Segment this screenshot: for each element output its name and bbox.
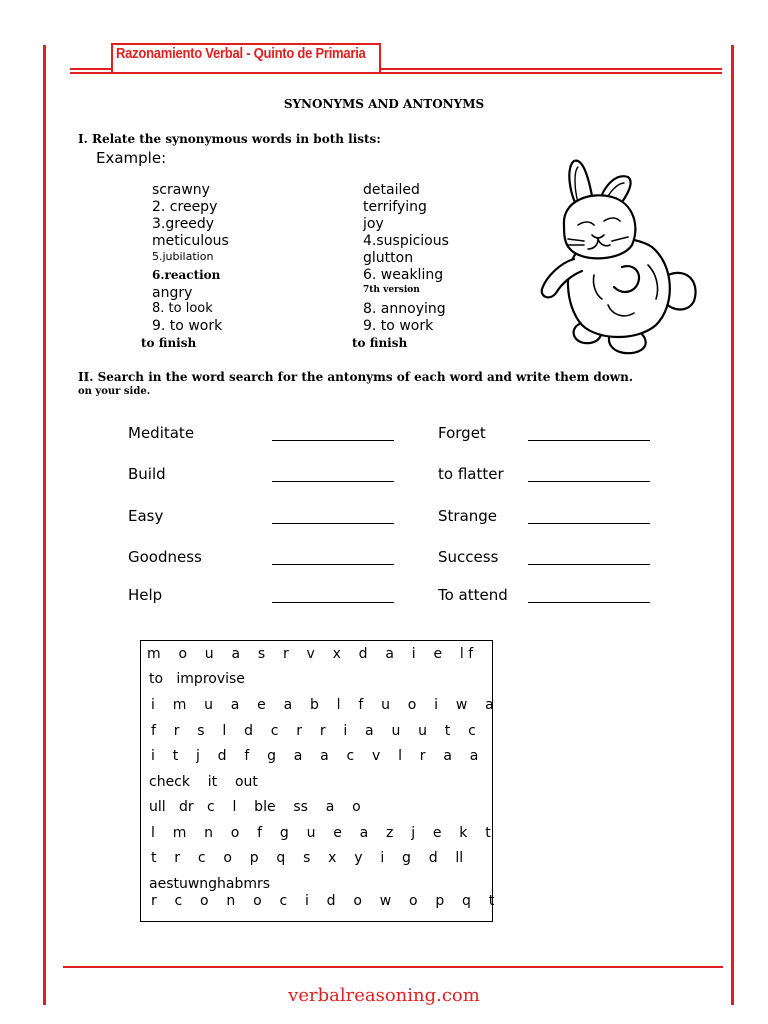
antonym-word: Build [128,465,166,483]
antonym-word: Forget [438,424,486,442]
answer-blank[interactable] [528,523,650,524]
list-item: joy [363,216,384,232]
list-item: 9. to work [363,318,434,334]
word-search-row: t r c o p q s x y i g d ll [151,850,464,866]
antonym-word: Success [438,548,499,566]
section1-heading: I. Relate the synonymous words in both lists: [78,132,381,146]
answer-blank[interactable] [528,602,650,603]
answer-blank[interactable] [272,564,394,565]
header-rule-bottom [70,72,722,74]
section2-heading: II. Search in the word search for the antonyms of each word and write them down. [78,370,633,384]
page-title: SYNONYMS AND ANTONYMS [283,97,485,111]
antonym-word: Help [128,586,163,604]
list-item: 4.suspicious [363,233,449,249]
word-search-row: check it out [149,774,258,790]
example-label: Example: [96,149,167,167]
list-item: to finish [141,336,197,350]
list-item: detailed [363,182,420,198]
answer-blank[interactable] [528,440,650,441]
answer-blank[interactable] [528,481,650,482]
list-item: 8. annoying [363,301,446,317]
antonym-word: Easy [128,507,164,525]
list-item: scrawny [152,182,210,198]
word-search-row: i t j d f g a a c v l r a a [151,748,479,764]
list-item: 2. creepy [152,199,218,215]
word-search-row: aestuwnghabmrs [149,876,271,892]
left-border-line [43,45,46,1005]
answer-blank[interactable] [272,440,394,441]
right-border-line [731,45,734,1005]
antonym-word: to flatter [438,465,504,483]
list-item: 6.reaction [152,268,221,282]
answer-blank[interactable] [272,602,394,603]
section2-heading-continued: on your side. [78,386,151,397]
word-search-row: f r s l d c r r i a u u t c [151,723,476,739]
list-item: to finish [352,336,408,350]
word-search-row: ull dr c l ble ss a o [149,799,361,815]
list-item: 6. weakling [363,267,444,283]
word-search-row: to improvise [149,671,245,687]
antonym-word: Strange [438,507,498,525]
list-item: terrifying [363,199,427,215]
word-search-row: r c o n o c i d o w o p q t [151,893,495,909]
word-search-row: l m n o f g u e a z j e k t [151,825,491,841]
list-item: glutton [363,250,414,266]
footer-rule [63,966,723,968]
footer-link[interactable]: verbalreasoning.com [288,985,480,1006]
answer-blank[interactable] [272,481,394,482]
word-search-row: m o u a s r v x d a i e l f [147,646,474,662]
antonym-word: Meditate [128,424,195,442]
word-search-row: i m u a e a b l f u o i w a [151,697,494,713]
header-title: Razonamiento Verbal - Quinto de Primaria [116,46,366,62]
answer-blank[interactable] [528,564,650,565]
antonym-word: To attend [438,586,508,604]
list-item: 3.greedy [152,216,215,232]
list-item: 8. to look [152,301,213,316]
list-item: meticulous [152,233,229,249]
antonym-word: Goodness [128,548,202,566]
list-item: angry [152,285,193,301]
rabbit-icon [538,155,700,357]
list-item: 7th version [363,285,420,295]
list-item: 9. to work [152,318,223,334]
list-item: 5.jubilation [152,250,214,263]
answer-blank[interactable] [272,523,394,524]
